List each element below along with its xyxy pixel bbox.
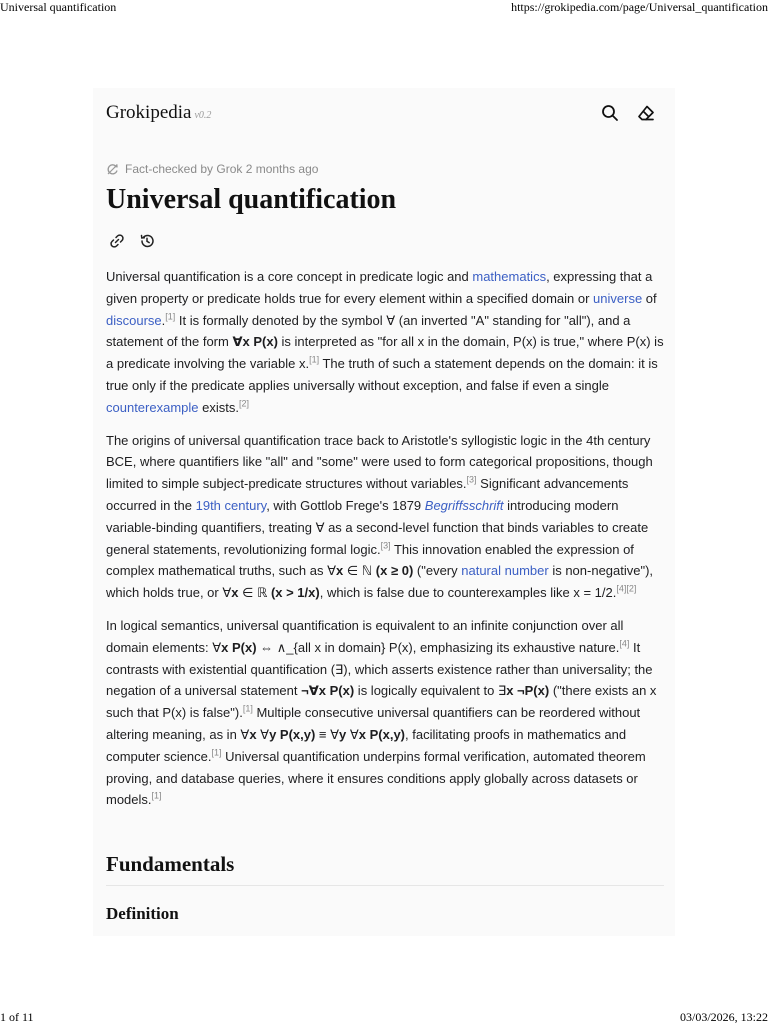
text: exists. <box>198 399 239 415</box>
formula: y P(x,y) <box>269 726 316 742</box>
formula: x <box>249 726 257 742</box>
search-icon[interactable] <box>601 104 619 122</box>
brand-version: v0.2 <box>194 110 212 121</box>
formula: (x > 1/x) <box>270 585 320 601</box>
link-counterexample[interactable]: counterexample <box>106 399 199 415</box>
paragraph-semantics <box>106 615 664 811</box>
text: ∀ <box>256 726 270 742</box>
formula: x <box>335 563 344 579</box>
formula: x P(x) <box>221 639 257 655</box>
link-universe[interactable]: universe <box>593 290 643 306</box>
subsection-heading-definition: Definition <box>106 904 179 923</box>
fact-check-note <box>106 162 318 176</box>
section-divider <box>106 885 664 886</box>
fact-check-text: Fact-checked by Grok 2 months ago <box>125 162 319 176</box>
page-count: 1 of 11 <box>0 1010 34 1024</box>
print-header-title: Universal quantification <box>0 0 117 14</box>
link-19th-century[interactable]: 19th century <box>195 497 267 513</box>
link-natural-number[interactable]: natural number <box>461 563 549 579</box>
history-icon[interactable] <box>139 233 155 249</box>
citation[interactable]: [1] <box>151 791 162 801</box>
citation[interactable]: [1] <box>242 703 253 714</box>
formula: x P(x,y) <box>358 726 406 742</box>
citation[interactable]: [1] <box>211 747 222 758</box>
text: Significant advancements occurred in the <box>106 476 629 513</box>
text: introducing modern variable-binding quantifiers, treating ∀ as a second-level function that binds variables to create general statements, revolutionizing formal logic. <box>106 497 649 557</box>
citation[interactable]: [4] <box>619 638 630 649</box>
text: Multiple consecutive universal quantifiers can be reordered without altering meaning, as in ∀ <box>106 705 641 742</box>
citation[interactable]: [3] <box>466 474 477 485</box>
formula: x <box>231 585 239 601</box>
print-timestamp: 03/03/2026, 13:22 <box>679 1010 768 1024</box>
citation[interactable]: [1] <box>165 311 176 322</box>
text: In logical semantics, universal quantification is equivalent to an infinite conjunction over all domain elements: ∀ <box>106 617 624 655</box>
formula: (x ≥ 0) <box>375 563 414 579</box>
text: is interpreted as "for all x in the domain, P(x) is true," where P(x) is a predicate involving the variable x. <box>106 334 664 372</box>
text: ("there exists an x such that P(x) is false"). <box>106 683 657 721</box>
text: Universal quantification is a core concept in predicate logic and <box>106 269 473 284</box>
text: ⇔ ∧_{all x in domain} P(x), emphasizing its exhaustive nature. <box>256 639 620 655</box>
refresh-check-icon <box>106 163 119 176</box>
page-title: Universal quantification <box>106 184 397 215</box>
text: is non-negative"), which holds true, or ∀ <box>106 563 654 601</box>
text: ≡ ∀ <box>315 726 340 742</box>
text: This innovation enabled the expression of complex mathematical truths, such as ∀ <box>106 541 634 579</box>
citation[interactable]: [2] <box>238 398 249 409</box>
link-mathematics[interactable]: mathematics <box>472 269 547 284</box>
link-discourse[interactable]: discourse <box>106 312 162 328</box>
title-actions <box>109 233 155 249</box>
article-body <box>106 266 664 822</box>
link-icon[interactable] <box>109 233 125 249</box>
header-actions <box>601 104 655 122</box>
link-begriffsschrift[interactable]: Begriffsschrift <box>424 497 504 513</box>
site-logo[interactable] <box>106 102 211 124</box>
citation[interactable]: [1] <box>309 354 320 365</box>
text: , with Gottlob Frege's 1879 <box>266 497 425 513</box>
text: , expressing that a given property or predicate holds true for every element within a specified domain or <box>106 269 653 306</box>
citation[interactable]: [2] <box>626 583 637 594</box>
formula: x ¬P(x) <box>506 683 550 699</box>
text: ∀ <box>346 726 359 742</box>
paragraph-origins <box>106 430 664 604</box>
text: The origins of universal quantification trace back to Aristotle's syllogistic logic in the 4th century BCE, where quantifiers like "all" and "some" were used to form categorical propositions, though limited to simple subject-predicate structures without variables. <box>106 432 653 492</box>
text: , facilitating proofs in mathematics and computer science. <box>106 726 627 764</box>
text: ∈ ℕ <box>343 563 376 579</box>
print-header-url: https://grokipedia.com/page/Universal_quantification <box>511 0 768 14</box>
text: It contrasts with existential quantification (∃), which asserts existence rather than universality; the negation of a universal statement <box>106 639 653 699</box>
text: It is formally denoted by the symbol ∀ (an inverted "A" standing for "all"), and a statement of the form <box>106 312 631 350</box>
paragraph-intro <box>106 266 664 419</box>
brand-name: Grokipedia <box>106 102 192 123</box>
formula: ¬∀x P(x) <box>301 683 355 699</box>
text: ("every <box>413 563 462 579</box>
text: of <box>642 290 657 306</box>
site-header <box>106 102 655 128</box>
text: is logically equivalent to ∃ <box>354 683 507 699</box>
citation[interactable]: [3] <box>380 540 391 551</box>
section-heading-fundamentals: Fundamentals <box>106 852 235 876</box>
text: ∈ ℝ <box>238 585 271 601</box>
citation[interactable]: [4] <box>616 583 627 594</box>
formula: ∀x P(x) <box>232 334 278 350</box>
print-header <box>0 0 768 16</box>
text: , which is false due to counterexamples like x = 1/2. <box>319 585 617 601</box>
text: The truth of such a statement depends on the domain: it is true only if the predicate applies universally without exception, and false if even a single <box>106 356 658 393</box>
text: . <box>161 312 166 328</box>
text: Universal quantification underpins formal verification, automated theorem proving, and database queries, where it ensures conditions apply globally across datasets or models. <box>106 748 646 808</box>
formula: y <box>339 726 347 742</box>
page-card <box>93 88 675 936</box>
eraser-icon[interactable] <box>637 104 655 122</box>
